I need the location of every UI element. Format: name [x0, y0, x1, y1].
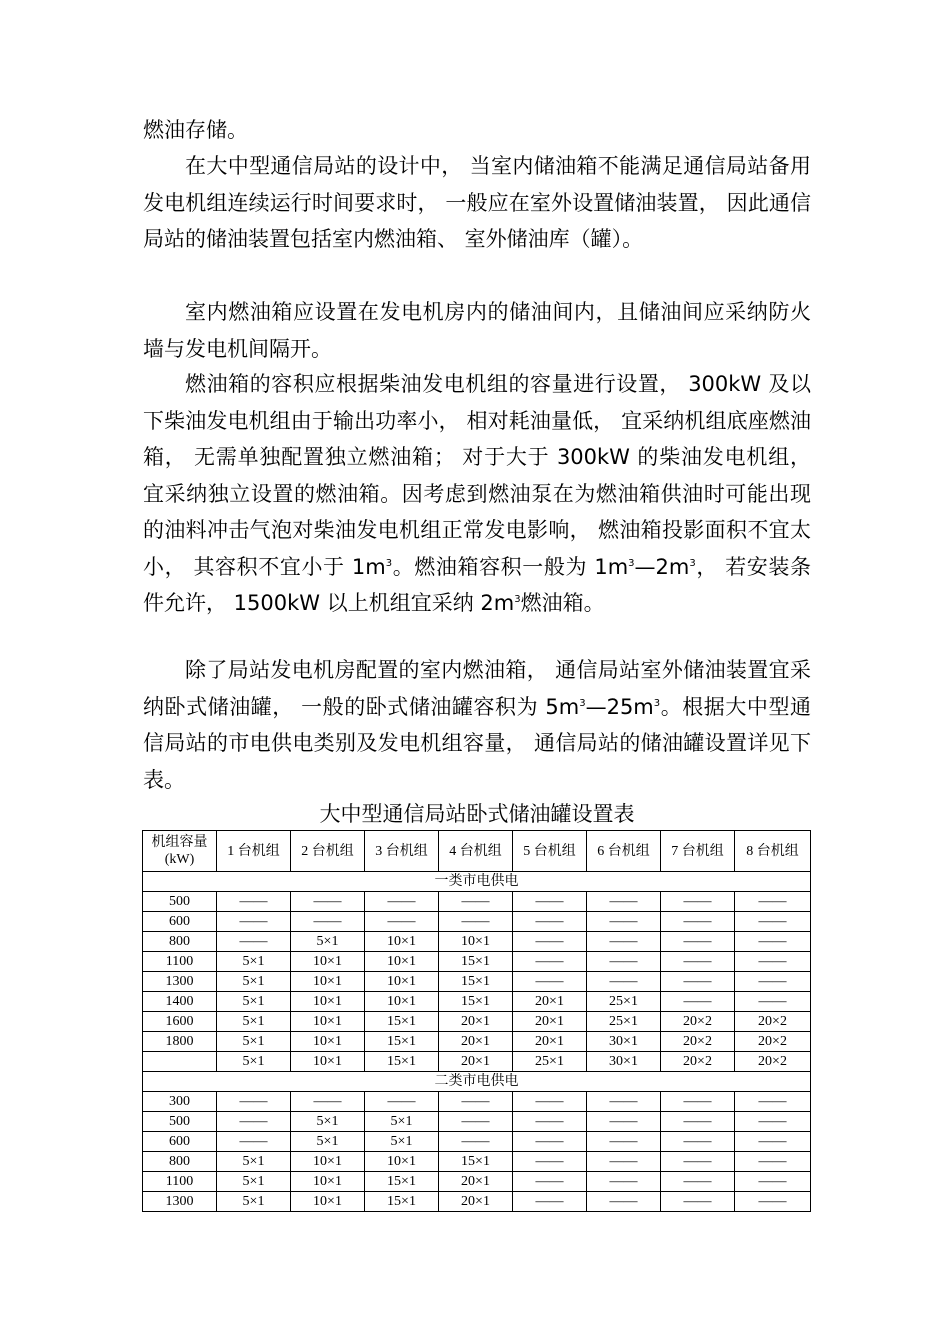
table-cell: 10×1	[439, 932, 513, 952]
table-cell: ——	[587, 892, 661, 912]
table-cell: ——	[661, 952, 735, 972]
table-cell: 5×1	[291, 932, 365, 952]
table-cell: 5×1	[217, 972, 291, 992]
capacity-cell: 800	[143, 1152, 217, 1172]
column-header: 3 台机组	[365, 831, 439, 872]
table-cell: 25×1	[513, 1052, 587, 1072]
table-cell: 5×1	[217, 1152, 291, 1172]
table-cell: ——	[735, 1152, 811, 1172]
table-cell: ——	[661, 992, 735, 1012]
table-cell: 30×1	[587, 1052, 661, 1072]
table-cell: ——	[513, 912, 587, 932]
table-cell: 5×1	[217, 1012, 291, 1032]
table-row	[143, 1132, 811, 1152]
table-cell: 25×1	[587, 992, 661, 1012]
table-cell: 15×1	[439, 972, 513, 992]
column-header: 2 台机组	[291, 831, 365, 872]
table-cell: 5×1	[217, 952, 291, 972]
capacity-cell: 1100	[143, 1172, 217, 1192]
capacity-cell: 500	[143, 892, 217, 912]
table-cell: ——	[735, 1112, 811, 1132]
capacity-cell: 1400	[143, 992, 217, 1012]
table-row	[143, 912, 811, 932]
table-cell: 20×1	[439, 1012, 513, 1032]
table-row	[143, 1172, 811, 1192]
table-cell: ——	[291, 912, 365, 932]
table-cell: 10×1	[365, 932, 439, 952]
table-row	[143, 932, 811, 952]
table-cell: 10×1	[291, 1032, 365, 1052]
capacity-header: 机组容量(kW)	[143, 831, 217, 872]
table-row	[143, 1152, 811, 1172]
table-cell: ——	[661, 1192, 735, 1212]
column-header: 5 台机组	[513, 831, 587, 872]
column-header: 1 台机组	[217, 831, 291, 872]
table-cell: ——	[661, 1152, 735, 1172]
column-header: 4 台机组	[439, 831, 513, 872]
table-cell: ——	[661, 1132, 735, 1152]
table-cell: 15×1	[365, 1052, 439, 1072]
table-cell: ——	[735, 1092, 811, 1112]
capacity-cell: 600	[143, 1132, 217, 1152]
table-cell: ——	[217, 1092, 291, 1112]
table-cell: 15×1	[439, 1152, 513, 1172]
section-header-row	[143, 872, 811, 892]
table-cell: ——	[439, 1092, 513, 1112]
column-header: 8 台机组	[735, 831, 811, 872]
table-cell: ——	[735, 932, 811, 952]
table-cell: 10×1	[291, 1152, 365, 1172]
table-cell: ——	[365, 892, 439, 912]
table-row	[143, 892, 811, 912]
table-cell: ——	[217, 932, 291, 952]
table-cell: ——	[661, 912, 735, 932]
table-cell: 20×1	[439, 1172, 513, 1192]
table-cell: 20×2	[661, 1052, 735, 1072]
table-header-row	[143, 831, 811, 872]
table-cell: ——	[439, 1132, 513, 1152]
table-cell: ——	[587, 1112, 661, 1132]
table-cell: 20×2	[735, 1012, 811, 1032]
table-cell: ——	[661, 1112, 735, 1132]
table-cell: ——	[513, 1132, 587, 1152]
paragraph-5: 除了局站发电机房配置的室内燃油箱， 通信局站室外储油装置宜采纳卧式储油罐， 一般的卧式储油罐容积为 $5m^3—25m^3$。根据大中型通信局站的市电供电类别及发电机组容量， 通信局站的储油罐设置详见下表。	[143, 658, 812, 792]
table-cell: ——	[513, 1192, 587, 1212]
table-cell: ——	[735, 892, 811, 912]
table-cell: ——	[661, 892, 735, 912]
table-cell: ——	[587, 932, 661, 952]
table-cell: ——	[513, 1152, 587, 1172]
capacity-cell: 600	[143, 912, 217, 932]
column-header: 7 台机组	[661, 831, 735, 872]
table-cell: 15×1	[365, 1172, 439, 1192]
table-cell: 5×1	[291, 1112, 365, 1132]
capacity-cell: 1100	[143, 952, 217, 972]
table-cell: ——	[217, 912, 291, 932]
table-row	[143, 1032, 811, 1052]
table-cell: 5×1	[291, 1132, 365, 1152]
table-cell: 5×1	[217, 1052, 291, 1072]
table-cell: 10×1	[365, 972, 439, 992]
table-cell: ——	[513, 1112, 587, 1132]
table-cell: ——	[661, 932, 735, 952]
table-cell: ——	[661, 1172, 735, 1192]
table-cell: 5×1	[217, 992, 291, 1012]
table-cell: 20×2	[661, 1032, 735, 1052]
table-cell: 5×1	[217, 1032, 291, 1052]
section-title: 一类市电供电	[143, 872, 811, 892]
table-cell: 20×1	[513, 1012, 587, 1032]
table-cell: 15×1	[439, 992, 513, 1012]
table-cell: ——	[735, 992, 811, 1012]
table-cell: 10×1	[291, 992, 365, 1012]
table-cell: ——	[291, 892, 365, 912]
table-cell: 5×1	[217, 1192, 291, 1212]
capacity-cell: 1300	[143, 972, 217, 992]
table-cell: ——	[217, 892, 291, 912]
table-cell: 10×1	[291, 1012, 365, 1032]
table-cell: ——	[587, 1092, 661, 1112]
table-cell: ——	[291, 1092, 365, 1112]
table-row	[143, 1112, 811, 1132]
table-row	[143, 1192, 811, 1212]
paragraph-2: 在大中型通信局站的设计中， 当室内储油箱不能满足通信局站备用发电机组连续运行时间要求时， 一般应在室外设置储油装置， 因此通信局站的储油装置包括室内燃油箱、 室外储油库（罐）。	[143, 154, 811, 251]
table-cell: ——	[587, 1152, 661, 1172]
table-cell: 5×1	[217, 1172, 291, 1192]
table-cell: 15×1	[365, 1192, 439, 1212]
paragraph-4: 燃油箱的容积应根据柴油发电机组的容量进行设置， 300kW 及以下柴油发电机组由于输出功率小， 相对耗油量低， 宜采纳机组底座燃油箱， 无需单独配置独立燃油箱； 对于大于 300kW 的柴油发电机组， 宜采纳独立设置的燃油箱。因考虑到燃油泵在为燃油箱供油时可能出现的油料冲击气泡对柴油发电机组正常发电影响， 燃油箱投影面积不宜太小， 其容积不宜小于 $1m^3$。燃油箱容积一般为 $1m^3—2m^3$， 若安装条件允许， 1500kW 以上机组宜采纳 $2m^3$燃油箱。	[143, 372, 812, 615]
table-cell: 20×1	[439, 1192, 513, 1212]
table-row	[143, 1052, 811, 1072]
table-cell: ——	[735, 912, 811, 932]
table-cell: ——	[661, 972, 735, 992]
capacity-cell: 1300	[143, 1192, 217, 1212]
table-cell: 15×1	[365, 1032, 439, 1052]
table-cell: ——	[439, 912, 513, 932]
table-cell: ——	[513, 1092, 587, 1112]
table-cell: ——	[587, 912, 661, 932]
table-cell: 5×1	[365, 1132, 439, 1152]
table-cell: ——	[217, 1112, 291, 1132]
table-cell: ——	[439, 1112, 513, 1132]
table-cell: ——	[587, 1132, 661, 1152]
table-row	[143, 972, 811, 992]
table-cell: ——	[587, 972, 661, 992]
table-row	[143, 1092, 811, 1112]
table-cell: ——	[735, 1192, 811, 1212]
table-cell: ——	[735, 972, 811, 992]
table-cell: ——	[513, 1172, 587, 1192]
section-title: 二类市电供电	[143, 1072, 811, 1092]
capacity-cell: 300	[143, 1092, 217, 1112]
paragraph-1: 燃油存储。	[143, 118, 248, 142]
table-cell: 10×1	[291, 1172, 365, 1192]
table-row	[143, 992, 811, 1012]
capacity-cell	[143, 1052, 217, 1072]
table-cell: ——	[735, 952, 811, 972]
table-cell: 10×1	[291, 952, 365, 972]
table-cell: ——	[735, 1172, 811, 1192]
table-cell: 25×1	[587, 1012, 661, 1032]
table-cell: 10×1	[291, 1052, 365, 1072]
oil-tank-table	[142, 830, 811, 1212]
table-cell: ——	[513, 952, 587, 972]
table-cell: ——	[513, 932, 587, 952]
capacity-cell: 800	[143, 932, 217, 952]
capacity-cell: 1800	[143, 1032, 217, 1052]
table-title: 大中型通信局站卧式储油罐设置表	[319, 802, 635, 826]
table-cell: ——	[365, 1092, 439, 1112]
table-cell: 20×1	[513, 1032, 587, 1052]
table-cell: ——	[587, 952, 661, 972]
table-cell: 10×1	[365, 992, 439, 1012]
table-cell: ——	[587, 1192, 661, 1212]
table-cell: 20×1	[439, 1052, 513, 1072]
table-cell: ——	[513, 972, 587, 992]
table-cell: 15×1	[365, 1012, 439, 1032]
table-cell: 10×1	[291, 1192, 365, 1212]
table-row	[143, 952, 811, 972]
table-cell: 5×1	[365, 1112, 439, 1132]
table-cell: 20×2	[735, 1032, 811, 1052]
table-cell: 20×2	[735, 1052, 811, 1072]
table-cell: ——	[365, 912, 439, 932]
table-row	[143, 1012, 811, 1032]
capacity-cell: 500	[143, 1112, 217, 1132]
table-cell: 30×1	[587, 1032, 661, 1052]
table-cell: 20×1	[439, 1032, 513, 1052]
table-cell: 10×1	[365, 1152, 439, 1172]
section-header-row	[143, 1072, 811, 1092]
column-header: 6 台机组	[587, 831, 661, 872]
table-cell: ——	[217, 1132, 291, 1152]
table-cell: ——	[587, 1172, 661, 1192]
table-cell: ——	[439, 892, 513, 912]
capacity-cell: 1600	[143, 1012, 217, 1032]
table-cell: 10×1	[291, 972, 365, 992]
table-cell: 10×1	[365, 952, 439, 972]
table-cell: 20×1	[513, 992, 587, 1012]
table-cell: ——	[735, 1132, 811, 1152]
table-body	[143, 831, 811, 1212]
table-cell: 15×1	[439, 952, 513, 972]
paragraph-3: 室内燃油箱应设置在发电机房内的储油间内，且储油间应采纳防火墙与发电机间隔开。	[143, 300, 811, 361]
table-cell: ——	[661, 1092, 735, 1112]
table-cell: ——	[513, 892, 587, 912]
table-cell: 20×2	[661, 1012, 735, 1032]
